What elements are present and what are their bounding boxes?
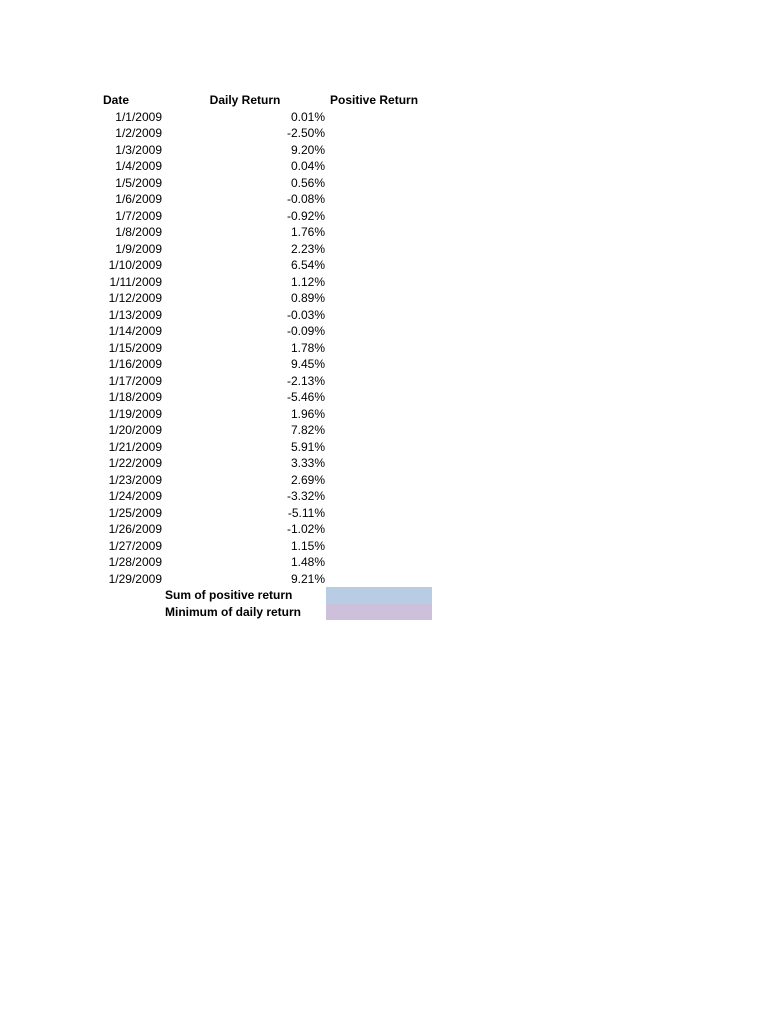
- positive-return-cell[interactable]: [326, 224, 432, 241]
- positive-return-cell[interactable]: [326, 323, 432, 340]
- min-daily-cell[interactable]: [326, 604, 432, 621]
- date-cell[interactable]: 1/28/2009: [108, 555, 162, 569]
- positive-return-cell[interactable]: [326, 472, 432, 489]
- positive-return-cell[interactable]: [326, 554, 432, 571]
- date-cell[interactable]: 1/22/2009: [108, 456, 162, 470]
- daily-return-cell[interactable]: 9.21%: [290, 571, 325, 586]
- positive-return-cell[interactable]: [326, 290, 432, 307]
- table-row: [0, 455, 768, 472]
- daily-return-cell[interactable]: 9.45%: [290, 357, 325, 371]
- daily-return-cell[interactable]: -0.03%: [286, 307, 325, 322]
- daily-return-cell[interactable]: 5.91%: [290, 439, 325, 454]
- date-cell[interactable]: 1/3/2009: [115, 142, 162, 157]
- date-cell[interactable]: 1/8/2009: [115, 225, 162, 239]
- table-row: [0, 224, 768, 241]
- daily-return-cell[interactable]: 1.48%: [290, 555, 325, 569]
- date-cell[interactable]: 1/14/2009: [108, 324, 162, 338]
- table-row: [0, 521, 768, 538]
- table-row: [0, 175, 768, 192]
- daily-return-cell[interactable]: 1.12%: [290, 274, 325, 289]
- table-row: [0, 109, 768, 126]
- daily-return-cell[interactable]: 9.20%: [290, 142, 325, 157]
- positive-return-cell[interactable]: [326, 191, 432, 208]
- header-row: [0, 92, 768, 109]
- date-cell[interactable]: 1/1/2009: [115, 109, 162, 124]
- table-row: [0, 406, 768, 423]
- table-row: [0, 125, 768, 142]
- date-cell[interactable]: 1/4/2009: [115, 159, 162, 173]
- date-cell[interactable]: 1/17/2009: [108, 373, 162, 388]
- table-row: [0, 373, 768, 390]
- date-cell[interactable]: 1/21/2009: [108, 439, 162, 454]
- table-row: [0, 439, 768, 456]
- header-daily-return[interactable]: Daily Return: [209, 93, 281, 107]
- table-row: [0, 488, 768, 505]
- date-cell[interactable]: 1/10/2009: [108, 258, 162, 272]
- daily-return-cell[interactable]: -2.50%: [286, 126, 325, 140]
- positive-return-cell[interactable]: [326, 389, 432, 406]
- header-positive-return[interactable]: Positive Return: [330, 93, 419, 107]
- min-daily-label[interactable]: Minimum of daily return: [165, 604, 302, 619]
- daily-return-cell[interactable]: -5.46%: [286, 390, 325, 404]
- table-row: [0, 389, 768, 406]
- positive-return-cell[interactable]: [326, 274, 432, 291]
- daily-return-cell[interactable]: 1.15%: [290, 538, 325, 553]
- daily-return-cell[interactable]: 3.33%: [290, 456, 325, 470]
- positive-return-cell[interactable]: [326, 439, 432, 456]
- daily-return-cell[interactable]: -2.13%: [286, 373, 325, 388]
- table-row: [0, 208, 768, 225]
- table-row: [0, 191, 768, 208]
- date-cell[interactable]: 1/29/2009: [108, 571, 162, 586]
- daily-return-cell[interactable]: -3.32%: [286, 489, 325, 503]
- date-cell[interactable]: 1/6/2009: [115, 192, 162, 206]
- daily-return-cell[interactable]: 2.69%: [290, 472, 325, 487]
- daily-return-cell[interactable]: -1.02%: [286, 522, 325, 536]
- date-cell[interactable]: 1/9/2009: [115, 241, 162, 256]
- positive-return-cell[interactable]: [326, 571, 432, 588]
- positive-return-cell[interactable]: [326, 538, 432, 555]
- table-row: [0, 422, 768, 439]
- daily-return-cell[interactable]: 0.89%: [290, 291, 325, 305]
- daily-return-cell[interactable]: -0.09%: [286, 324, 325, 338]
- sum-positive-label[interactable]: Sum of positive return: [165, 588, 293, 602]
- sum-row: [0, 587, 768, 604]
- date-cell[interactable]: 1/15/2009: [108, 340, 162, 355]
- date-cell[interactable]: 1/5/2009: [115, 175, 162, 190]
- positive-return-cell[interactable]: [326, 257, 432, 274]
- header-date[interactable]: Date: [103, 93, 130, 107]
- date-cell[interactable]: 1/2/2009: [115, 126, 162, 140]
- table-row: [0, 323, 768, 340]
- positive-return-cell[interactable]: [326, 505, 432, 522]
- table-row: [0, 158, 768, 175]
- table-row: [0, 554, 768, 571]
- daily-return-cell[interactable]: -0.08%: [286, 192, 325, 206]
- date-cell[interactable]: 1/12/2009: [108, 291, 162, 305]
- sum-positive-cell[interactable]: [326, 587, 432, 604]
- daily-return-cell[interactable]: 1.96%: [290, 406, 325, 421]
- positive-return-cell[interactable]: [326, 340, 432, 357]
- positive-return-cell[interactable]: [326, 521, 432, 538]
- positive-return-cell[interactable]: [326, 208, 432, 225]
- table-row: [0, 340, 768, 357]
- date-cell[interactable]: 1/24/2009: [108, 489, 162, 503]
- positive-return-cell[interactable]: [326, 158, 432, 175]
- date-cell[interactable]: 1/20/2009: [108, 423, 162, 437]
- positive-return-cell[interactable]: [326, 373, 432, 390]
- date-cell[interactable]: 1/13/2009: [108, 307, 162, 322]
- date-cell[interactable]: 1/18/2009: [108, 390, 162, 404]
- positive-return-cell[interactable]: [326, 422, 432, 439]
- table-row: [0, 472, 768, 489]
- daily-return-cell[interactable]: -5.11%: [287, 505, 325, 520]
- daily-return-cell[interactable]: 0.04%: [290, 159, 325, 173]
- positive-return-cell[interactable]: [326, 109, 432, 126]
- daily-return-cell[interactable]: -0.92%: [286, 208, 325, 223]
- positive-return-cell[interactable]: [326, 241, 432, 258]
- table-row: [0, 571, 768, 588]
- table-row: [0, 257, 768, 274]
- table-row: [0, 142, 768, 159]
- table-row: [0, 538, 768, 555]
- positive-return-cell[interactable]: [326, 356, 432, 373]
- date-cell[interactable]: 1/26/2009: [108, 522, 162, 536]
- positive-return-cell[interactable]: [326, 142, 432, 159]
- date-cell[interactable]: 1/7/2009: [115, 208, 162, 223]
- table-row: [0, 307, 768, 324]
- table-row: [0, 505, 768, 522]
- date-cell[interactable]: 1/11/2009: [109, 274, 162, 289]
- positive-return-cell[interactable]: [326, 125, 432, 142]
- table-row: [0, 241, 768, 258]
- daily-return-cell[interactable]: 6.54%: [290, 258, 325, 272]
- spreadsheet: [0, 92, 768, 620]
- daily-return-cell[interactable]: 0.56%: [290, 175, 325, 190]
- date-cell[interactable]: 1/27/2009: [108, 538, 162, 553]
- positive-return-cell[interactable]: [326, 175, 432, 192]
- date-cell[interactable]: 1/25/2009: [108, 505, 162, 520]
- table-row: [0, 356, 768, 373]
- date-cell[interactable]: 1/19/2009: [108, 406, 162, 421]
- positive-return-cell[interactable]: [326, 488, 432, 505]
- daily-return-cell[interactable]: 2.23%: [290, 241, 325, 256]
- daily-return-cell[interactable]: 1.76%: [290, 225, 325, 239]
- table-row: [0, 274, 768, 291]
- daily-return-cell[interactable]: 7.82%: [290, 423, 325, 437]
- min-row: [0, 604, 768, 621]
- table-row: [0, 290, 768, 307]
- data-rows: [0, 109, 768, 588]
- positive-return-cell[interactable]: [326, 406, 432, 423]
- daily-return-cell[interactable]: 1.78%: [290, 340, 325, 355]
- date-cell[interactable]: 1/23/2009: [108, 472, 162, 487]
- positive-return-cell[interactable]: [326, 455, 432, 472]
- positive-return-cell[interactable]: [326, 307, 432, 324]
- date-cell[interactable]: 1/16/2009: [108, 357, 162, 371]
- daily-return-cell[interactable]: 0.01%: [290, 109, 325, 124]
